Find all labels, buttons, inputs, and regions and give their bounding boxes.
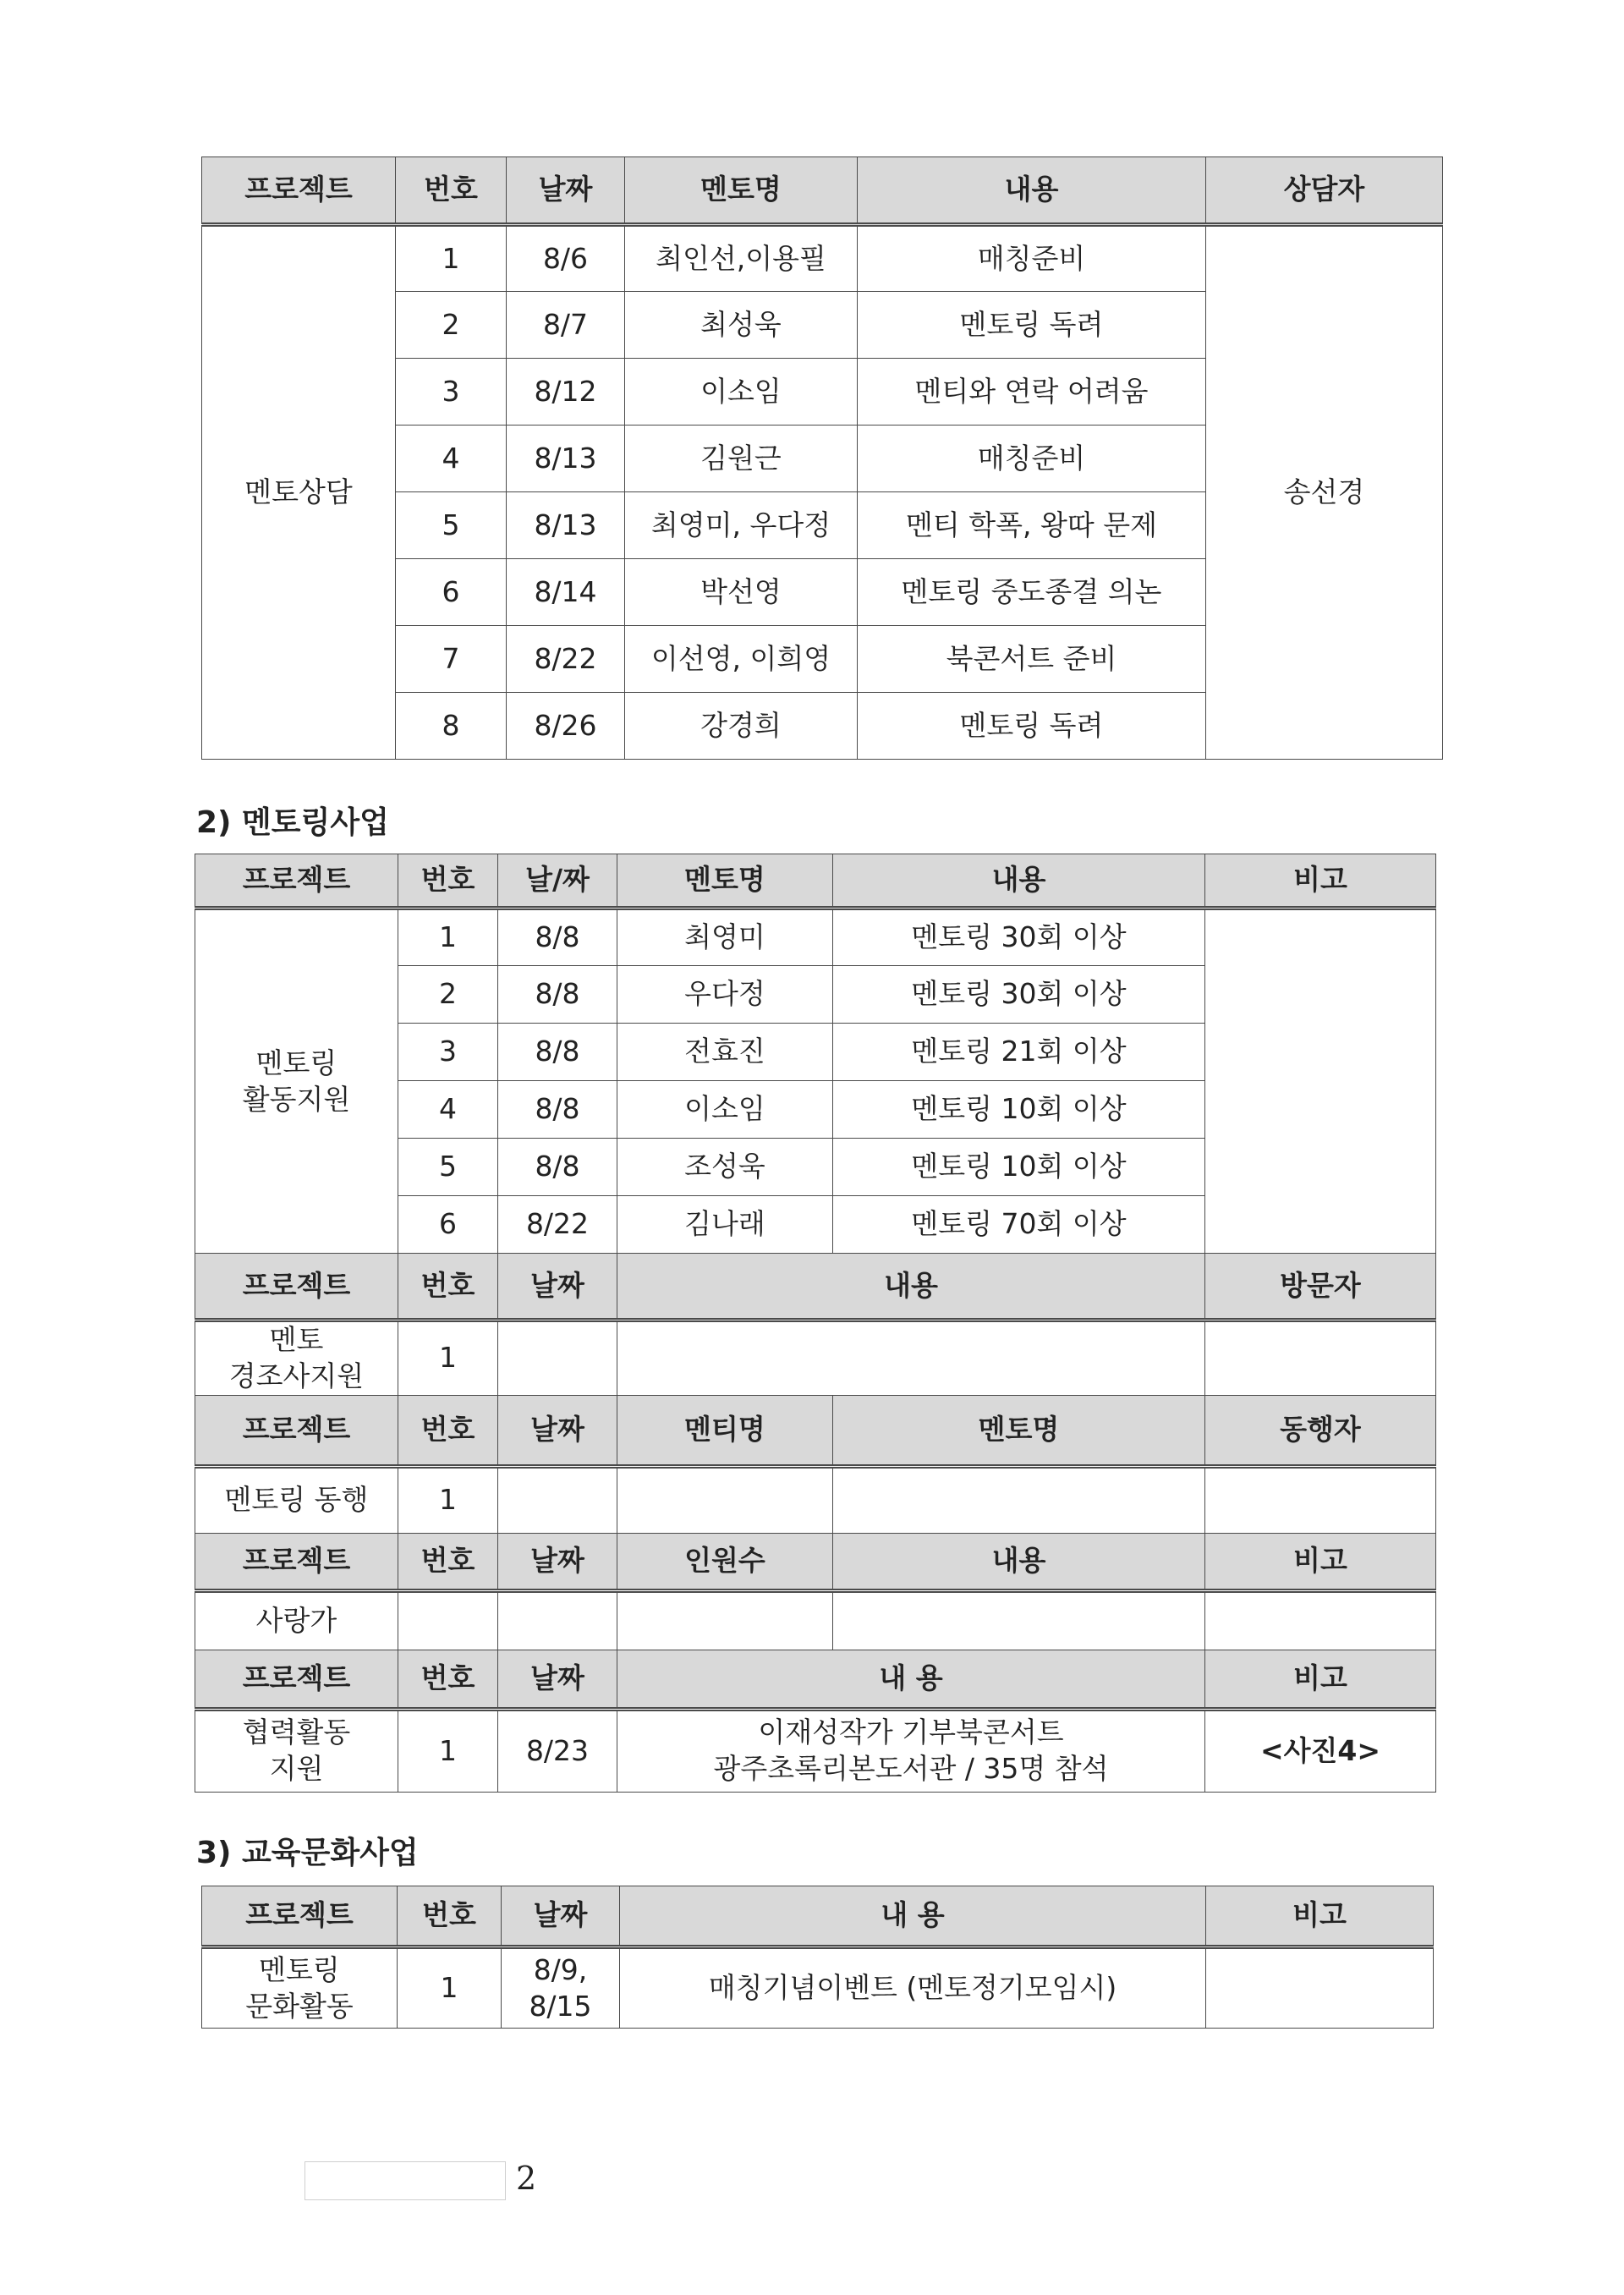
header-mentor: 멘토명 xyxy=(833,1395,1205,1466)
date-line2: 8/15 xyxy=(529,1989,592,2023)
number-cell: 1 xyxy=(398,909,498,966)
header-number: 번호 xyxy=(396,157,507,225)
number-cell: 1 xyxy=(398,1320,498,1396)
header-companion: 동행자 xyxy=(1205,1395,1436,1466)
date-cell: 8/23 xyxy=(498,1709,617,1792)
number-cell: 4 xyxy=(396,426,507,492)
header-number: 번호 xyxy=(398,1254,498,1320)
content-cell: 멘티와 연락 어려움 xyxy=(858,359,1206,426)
headcount-cell xyxy=(617,1590,833,1650)
header-note: 비고 xyxy=(1205,1650,1436,1709)
project-cell xyxy=(195,909,398,1254)
mentor-cell: 최인선,이용필 xyxy=(625,225,858,292)
content-cell: 멘토링 중도종결 의논 xyxy=(858,559,1206,626)
note-cell xyxy=(1205,1590,1436,1650)
content-line2: 광주초록리본도서관 / 35명 참석 xyxy=(713,1752,1109,1786)
header-number: 번호 xyxy=(398,1533,498,1590)
content-cell: 북콘서트 준비 xyxy=(858,626,1206,693)
date-cell: 8/6 xyxy=(507,225,625,292)
mentor-cell: 이소임 xyxy=(617,1081,833,1139)
date-cell: 8/13 xyxy=(507,426,625,492)
table-row xyxy=(195,909,1436,966)
header-project: 프로젝트 xyxy=(202,157,396,225)
project-cell xyxy=(202,1947,398,2029)
header-content: 내 용 xyxy=(617,1650,1205,1709)
number-cell: 2 xyxy=(396,292,507,359)
date-cell: 8/8 xyxy=(498,1024,617,1081)
header-date: 날짜 xyxy=(498,1395,617,1466)
header-mentor: 멘토명 xyxy=(625,157,858,225)
project-label-line1: 멘토링 xyxy=(255,1046,337,1079)
content-cell: 멘토링 21회 이상 xyxy=(833,1024,1205,1081)
header-mentee: 멘티명 xyxy=(617,1395,833,1466)
project-cell xyxy=(195,1709,398,1792)
header-date: 날짜 xyxy=(502,1886,620,1947)
mentor-cell: 우다정 xyxy=(617,966,833,1024)
number-cell: 2 xyxy=(398,966,498,1024)
note-cell xyxy=(1206,1947,1434,2029)
project-label-line1: 멘토링 xyxy=(259,1952,340,1986)
header-project: 프로젝트 xyxy=(202,1886,398,1947)
number-cell: 1 xyxy=(396,225,507,292)
project-label-line1: 멘토 xyxy=(269,1323,324,1356)
date-cell: 8/13 xyxy=(507,492,625,559)
number-cell: 5 xyxy=(396,492,507,559)
content-cell: 멘토링 70회 이상 xyxy=(833,1196,1205,1254)
note-cell xyxy=(1205,909,1436,1254)
header-project: 프로젝트 xyxy=(195,1533,398,1590)
mentor-cell: 최영미, 우다정 xyxy=(625,492,858,559)
number-cell: 6 xyxy=(398,1196,498,1254)
project-cell: 멘토상담 xyxy=(202,225,396,760)
number-cell: 5 xyxy=(398,1139,498,1196)
mentor-cell: 최영미 xyxy=(617,909,833,966)
number-cell: 3 xyxy=(398,1024,498,1081)
date-cell: 8/14 xyxy=(507,559,625,626)
number-cell: 8 xyxy=(396,693,507,760)
header-date: 날/짜 xyxy=(498,854,617,909)
header-content: 내용 xyxy=(858,157,1206,225)
date-cell: 8/7 xyxy=(507,292,625,359)
header-headcount: 인원수 xyxy=(617,1533,833,1590)
header-mentor: 멘토명 xyxy=(617,854,833,909)
table-row xyxy=(195,1709,1436,1792)
header-date: 날짜 xyxy=(498,1650,617,1709)
header-note: 비고 xyxy=(1205,1533,1436,1590)
table-row xyxy=(195,1466,1436,1533)
content-cell: 매칭준비 xyxy=(858,426,1206,492)
header-content: 내 용 xyxy=(620,1886,1206,1947)
number-cell: 3 xyxy=(396,359,507,426)
date-cell xyxy=(498,1320,617,1396)
date-cell xyxy=(498,1466,617,1533)
mentor-cell: 최성욱 xyxy=(625,292,858,359)
date-cell xyxy=(502,1947,620,2029)
date-cell: 8/8 xyxy=(498,1139,617,1196)
mentor-cell: 박선영 xyxy=(625,559,858,626)
header-date: 날짜 xyxy=(498,1254,617,1320)
date-cell: 8/22 xyxy=(498,1196,617,1254)
header-project: 프로젝트 xyxy=(195,1395,398,1466)
header-content: 내용 xyxy=(833,1533,1205,1590)
counseling-table xyxy=(201,156,1443,760)
mentor-cell: 김원근 xyxy=(625,426,858,492)
mentee-cell xyxy=(617,1466,833,1533)
number-cell: 1 xyxy=(398,1466,498,1533)
header-visitor: 방문자 xyxy=(1205,1254,1436,1320)
header-counselor: 상담자 xyxy=(1206,157,1443,225)
education-culture-table xyxy=(201,1886,1434,2029)
header-date: 날짜 xyxy=(507,157,625,225)
mentor-cell: 김나래 xyxy=(617,1196,833,1254)
table-row xyxy=(195,1320,1436,1396)
date-cell: 8/26 xyxy=(507,693,625,760)
mentor-cell: 이선영, 이희영 xyxy=(625,626,858,693)
date-cell: 8/8 xyxy=(498,909,617,966)
mentor-cell: 강경희 xyxy=(625,693,858,760)
page-footer-box xyxy=(304,2161,506,2200)
header-project: 프로젝트 xyxy=(195,1254,398,1320)
project-cell: 멘토링 동행 xyxy=(195,1466,398,1533)
date-cell: 8/8 xyxy=(498,1081,617,1139)
mentoring-table xyxy=(195,854,1436,1793)
project-label-line1: 협력활동 xyxy=(242,1716,351,1749)
date-line1: 8/9, xyxy=(533,1952,588,1986)
date-cell: 8/12 xyxy=(507,359,625,426)
companion-cell xyxy=(1205,1466,1436,1533)
number-cell: 7 xyxy=(396,626,507,693)
project-label-line2: 경조사지원 xyxy=(228,1359,365,1392)
section-heading-education: 3) 교육문화사업 xyxy=(196,1836,419,1870)
header-number: 번호 xyxy=(398,854,498,909)
table-row xyxy=(202,1947,1434,2029)
content-cell xyxy=(617,1709,1205,1792)
project-cell: 사랑가 xyxy=(195,1590,398,1650)
header-project: 프로젝트 xyxy=(195,1650,398,1709)
header-note: 비고 xyxy=(1205,854,1436,909)
mentor-cell: 전효진 xyxy=(617,1024,833,1081)
table-row xyxy=(202,225,1443,292)
content-cell: 멘티 학폭, 왕따 문제 xyxy=(858,492,1206,559)
header-note: 비고 xyxy=(1206,1886,1434,1947)
note-cell: <사진4> xyxy=(1205,1709,1436,1792)
date-cell: 8/22 xyxy=(507,626,625,693)
number-cell: 1 xyxy=(398,1947,502,2029)
content-cell xyxy=(617,1320,1205,1396)
number-cell xyxy=(398,1590,498,1650)
mentor-cell xyxy=(833,1466,1205,1533)
header-content: 내용 xyxy=(833,854,1205,909)
content-cell: 멘토링 독려 xyxy=(858,693,1206,760)
content-cell: 멘토링 10회 이상 xyxy=(833,1139,1205,1196)
number-cell: 6 xyxy=(396,559,507,626)
header-number: 번호 xyxy=(398,1395,498,1466)
mentor-cell: 이소임 xyxy=(625,359,858,426)
mentor-cell: 조성욱 xyxy=(617,1139,833,1196)
section-heading-mentoring: 2) 멘토링사업 xyxy=(196,805,389,840)
project-label-line2: 지원 xyxy=(269,1752,324,1786)
content-line1: 이재성작가 기부북콘서트 xyxy=(758,1716,1064,1749)
content-cell: 멘토링 30회 이상 xyxy=(833,966,1205,1024)
project-cell xyxy=(195,1320,398,1396)
date-cell: 8/8 xyxy=(498,966,617,1024)
visitor-cell xyxy=(1205,1320,1436,1396)
content-cell: 매칭준비 xyxy=(858,225,1206,292)
number-cell: 1 xyxy=(398,1709,498,1792)
project-label-line2: 문화활동 xyxy=(245,1989,354,2023)
date-cell xyxy=(498,1590,617,1650)
header-date: 날짜 xyxy=(498,1533,617,1590)
number-cell: 4 xyxy=(398,1081,498,1139)
counselor-cell: 송선경 xyxy=(1206,225,1443,760)
content-cell: 멘토링 10회 이상 xyxy=(833,1081,1205,1139)
header-content: 내용 xyxy=(617,1254,1205,1320)
content-cell: 멘토링 30회 이상 xyxy=(833,909,1205,966)
header-project: 프로젝트 xyxy=(195,854,398,909)
content-cell xyxy=(833,1590,1205,1650)
header-number: 번호 xyxy=(398,1886,502,1947)
table-row xyxy=(195,1590,1436,1650)
page-number: 2 xyxy=(516,2160,537,2197)
content-cell: 매칭기념이벤트 (멘토정기모임시) xyxy=(620,1947,1206,2029)
header-number: 번호 xyxy=(398,1650,498,1709)
content-cell: 멘토링 독려 xyxy=(858,292,1206,359)
project-label-line2: 활동지원 xyxy=(242,1082,351,1116)
